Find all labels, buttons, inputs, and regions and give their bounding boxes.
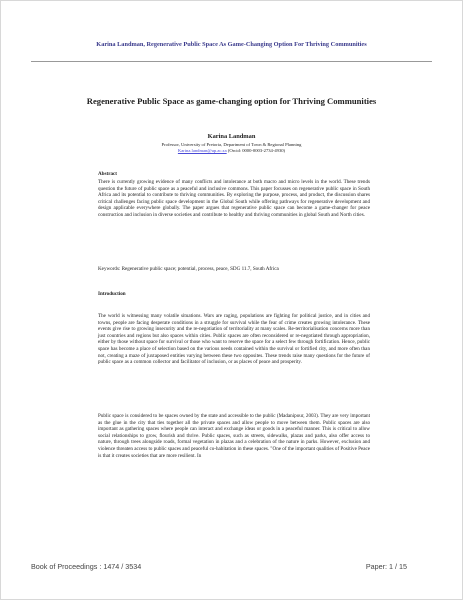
running-head: Karina Landman, Regenerative Public Space As Game-Changing Option For Thriving Communities bbox=[96, 41, 367, 48]
introduction-paragraph-2: Public space is considered to be spaces owned by the state and accessible to the public (Madanipour, 2003). They are very important as the glue in the city that ties together all the private spaces and allow people to move between them. Public spaces are also important as gathering spaces where people can interact and exchange ideas or goods in a peaceful manner. This is critical to allow social relationships to grow, flourish and thrive. Public spaces, such as streets, sidewalks, plazas and parks, also offer access to nature, through trees alongside roads, formal vegetation in plazas and a celebration of the nature in parks. However, exclusion and violence threaten access to public spaces and peaceful co-habitation in these spaces. "One of the important qualities of Positive Peace is that it creates societies that are more resilient. In bbox=[98, 413, 370, 459]
affiliation-line: Professor, University of Pretoria, Department of Town & Regional Planning bbox=[161, 142, 302, 147]
keywords: Keywords: Regenerative public space; potential, process, peace, SDG 11.7, South Africa bbox=[98, 266, 279, 272]
header-rule bbox=[31, 61, 432, 62]
paper-page-counter: Paper: 1 / 15 bbox=[365, 562, 407, 571]
orcid-text: (Orcid: 0000-0003-2734-4930) bbox=[227, 148, 286, 154]
abstract-heading: Abstract bbox=[98, 171, 117, 177]
introduction-heading: Introduction bbox=[98, 291, 126, 297]
abstract-text: There is currently growing evidence of many conflicts and intolerance at both macro and micro levels in the world. These trends question the future of public space as a peaceful and inclusive commons. This paper focusses on regenerative public space in South Africa and its potential to contribute to thriving communities. By exploring the purpose, process, and product, the discussion shares critical challenges facing public space development in the Global South while offering pathways for regenerative development and design applicable everywhere globally. The paper argues that regenerative public space can become a game-changer for peace construction and inclusion in diverse societies and contribute to healthy and thriving communities in global South and North cities. bbox=[98, 179, 370, 218]
introduction-paragraph-1: The world is witnessing many volatile situations. Wars are raging, populations are fighting for political justice, and in cities and towns, people are facing desperate conditions in a struggle for survival while the fear of crime creates growing intolerance. These events give rise to growing insecurity and the re-negotiation of territoriality at many scales. Re-territorialisation concerns more than just countries and regions but also spaces within cities. Public spaces are often reconsidered or re-negotiated through appropriation, either by those without space for survival or those who want to reserve the space for a select few through fortification. Hence, public space has become a place of selection based on the various needs contained within the survival or fortified city, and more often than not, creating a maze of juxtaposed entities varying between these two opposites. These trends raise many questions for the future of public space as a common collector and facilitator of inclusion, or as places of peace and prosperity. bbox=[98, 313, 370, 366]
email-link[interactable]: Karina.landman@up.ac.za bbox=[177, 148, 227, 154]
contact-line bbox=[81, 148, 382, 154]
author-name: Karina Landman bbox=[207, 133, 256, 140]
author-affiliation bbox=[81, 142, 382, 154]
paper-title: Regenerative Public Space as game-changing option for Thriving Communities bbox=[86, 96, 377, 106]
proceedings-page-counter: Book of Proceedings : 1474 / 3534 bbox=[31, 562, 142, 571]
